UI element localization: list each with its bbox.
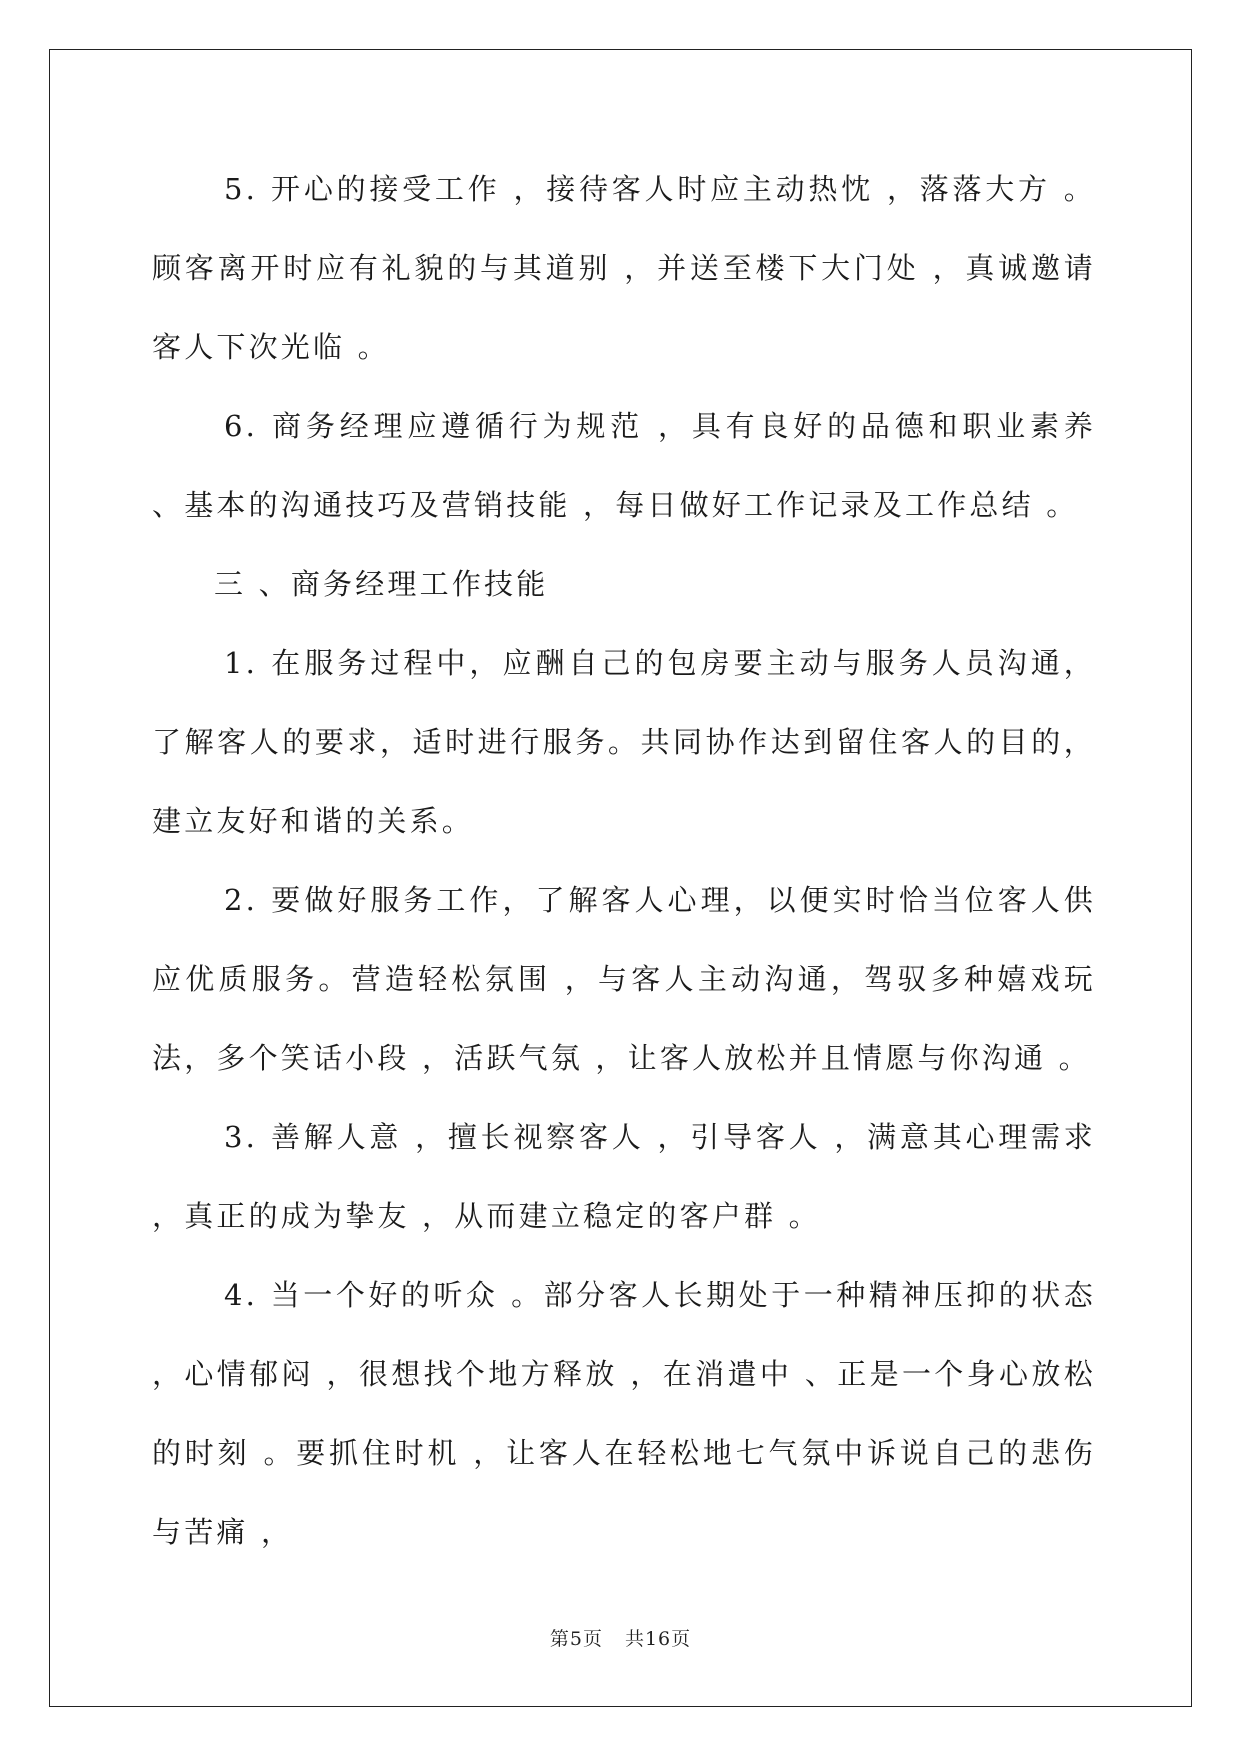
skill-paragraph-2: 2. 要做好服务工作，了解客人心理，以便实时恰当位客人供应优质服务。营造轻松氛围 ，与客人主动沟通，驾驭多种嬉戏玩法，多个笑话小段 ，活跃气氛 ，让客人放松并且情愿与你沟通 。 [152,883,1096,1075]
skill-paragraph-1: 1. 在服务过程中，应酬自己的包房要主动与服务人员沟通，了解客人的要求，适时进行服务。共同协作达到留住客人的目的，建立友好和谐的关系。 [152,646,1096,838]
page-total: 共16页 [624,1628,692,1650]
page-footer [0,1624,1241,1651]
skill-paragraph-4: 4. 当一个好的听众 。部分客人长期处于一种精神压抑的状态 ，心情郁闷 ，很想找个地方释放 ，在消遣中 、正是一个身心放松的时刻 。要抓住时机 ，让客人在轻松地七气氛中诉说自己的悲伤与苦痛 ， [152,1278,1096,1549]
skill-paragraph-3: 3. 善解人意 ，擅长视察客人 ，引导客人 ，满意其心理需求 ，真正的成为挚友 ，从而建立稳定的客户群 。 [152,1120,1096,1233]
section-heading: 三 、商务经理工作技能 [214,567,549,601]
paragraph-5: 5. 开心的接受工作 ，接待客人时应主动热忱 ，落落大方 。顾客离开时应有礼貌的与其道别 ，并送至楼下大门处 ，真诚邀请客人下次光临 。 [152,172,1096,364]
page-number: 第5页 [549,1628,603,1650]
paragraph-6: 6. 商务经理应遵循行为规范 ，具有良好的品德和职业素养 、基本的沟通技巧及营销技能 ，每日做好工作记录及工作总结 。 [152,409,1096,522]
document-body [152,150,1096,1572]
